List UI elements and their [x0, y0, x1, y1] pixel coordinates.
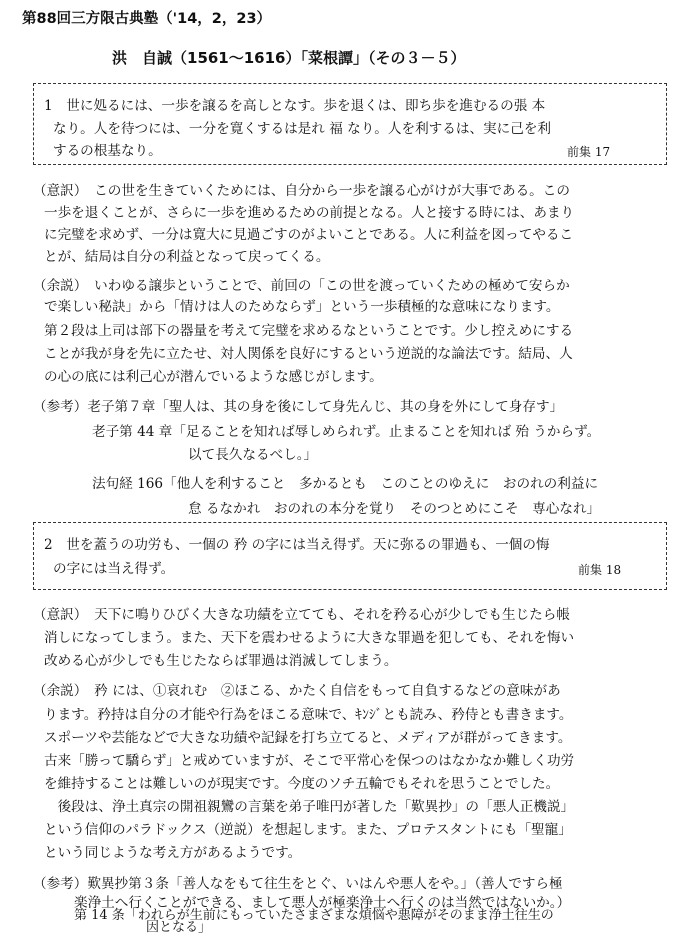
commentary-1-line-4: ことが我が身を先に立たせ、対人関係を良好にするという逆説的な論法です。結局、人 — [44, 346, 573, 362]
reference-2-line-3: 第 14 条「われらが生前にもっていたさまざまな煩悩や悪障がそのまま浄土往生の — [74, 908, 554, 923]
reference-2-line-1: （参考）歎異抄第３条「善人なをもて往生をとぐ、いはんや悪人をや。」（善人ですら極 — [33, 876, 563, 892]
quote-1-line-3: するの根基なり。 — [53, 143, 162, 159]
quote-2-reference: 前集 18 — [578, 563, 622, 577]
translation-1-line-1: （意訳） この世を生きていくためには、自分から一歩を譲る心がけが大事である。この — [33, 183, 570, 199]
quote-2-line-2: の字には当え得ず。 — [53, 561, 175, 577]
commentary-2-line-5: を維持することは難しいのが現実です。今度のソチ五輪でもそれを思うことでした。 — [44, 776, 560, 792]
commentary-2-line-6: 後段は、浄土真宗の開祖親鸞の言葉を弟子唯円が著した「歎異抄」の「悪人正機説」 — [44, 799, 575, 815]
lecture-subtitle: 洪 自誠（1561～1616）「菜根譚」（その３－５） — [112, 49, 466, 67]
commentary-1-line-3: 第２段は上司は部下の器量を考えて完璧を求めるなということです。少し控えめにする — [44, 323, 574, 339]
reference-1-line-1: （参考）老子第７章「聖人は、其の身を後にして身先んじ、其の身を外にして身存す」 — [33, 399, 564, 415]
reference-1-line-5: 怠 るなかれ おのれの本分を覚り そのつとめにこそ 専心なれ」 — [188, 501, 601, 517]
commentary-2-line-4: 古来「勝って驕らず」と戒めていますが、そこで平常心を保つのはなかなか難しく功労 — [44, 753, 575, 769]
reference-2-line-4: 因となる」 — [146, 920, 212, 935]
lecture-title: 第88回三方限古典塾（'14，2，23） — [22, 11, 272, 27]
quote-1-line-1: 1 世に処るには、一歩を譲るを高しとなす。歩を退くは、即ち歩を進むるの張 本 — [44, 98, 546, 114]
commentary-2-line-2: ります。矜持は自分の才能や行為をほこる意味で、ｷﾝｼﾞとも読み、矜侍とも書きます。 — [44, 707, 573, 723]
translation-2-line-1: （意訳） 天下に鳴りひびく大きな功績を立てても、それを矜る心が少しでも生じたら帳 — [33, 607, 570, 623]
commentary-1-line-2: で楽しい秘訣」から「情けは人のためならず」という一歩積極的な意味になります。 — [44, 299, 560, 315]
translation-1-line-2: 一歩を退くことが、さらに一歩を進めるための前提となる。人と接する時には、あまり — [44, 205, 575, 221]
quote-box-2 — [33, 522, 667, 590]
quote-2-line-1: 2 世を蓋うの功労も、一個の 矜 の字には当え得ず。天に弥るの罪過も、一個の悔 — [44, 537, 550, 553]
reference-1-line-3: 以て長久なるべし。」 — [188, 447, 318, 463]
commentary-2-line-8: という同じような考え方があるようです。 — [44, 845, 302, 861]
translation-1-line-3: に完璧を求めず、一分は寛大に見過ごすのがよいことである。人に利益を図ってやるこ — [44, 227, 574, 243]
reference-2-line-2: 楽浄土へ行くことができる、まして悪人が極楽浄土へ行くのは当然ではないか。） — [74, 895, 571, 911]
reference-1-line-2: 老子第 44 章「足ることを知れば辱しめられず。止まることを知れば 殆 うからず。 — [92, 424, 601, 440]
commentary-2-line-7: という信仰のパラドックス（逆説）を想起します。また、プロテスタントにも「聖寵」 — [44, 822, 572, 838]
translation-2-line-3: 改める心が少しでも生じたならば罪過は消滅してしまう。 — [44, 653, 398, 669]
reference-1-line-4: 法句経 166「他人を利すること 多かるとも このことのゆえに おのれの利益に — [92, 476, 599, 492]
quote-1-line-2: なり。人を待つには、一分を寛くするは是れ 福 なり。人を利するは、実に己を利 — [53, 121, 552, 137]
translation-2-line-2: 消しになってしまう。また、天下を震わせるように大きな罪過を犯しても、それを悔い — [44, 630, 575, 646]
commentary-2-line-1: （余説） 矜 には、①哀れむ ②ほこる、かたく自信をもって自負するなどの意味があ — [33, 683, 561, 699]
commentary-1-line-5: の心の底には利己心が潜んでいるような感じがします。 — [44, 369, 383, 385]
commentary-2-line-3: スポーツや芸能などで大きな功績や記録を打ち立てると、メディアが群がってきます。 — [44, 730, 572, 746]
commentary-1-line-1: （余説） いわゆる譲歩ということで、前回の「この世を渡っていくための極めて安らか — [33, 278, 570, 294]
quote-1-reference: 前集 17 — [567, 145, 611, 159]
translation-1-line-4: とが、結局は自分の利益となって戻ってくる。 — [44, 249, 330, 265]
